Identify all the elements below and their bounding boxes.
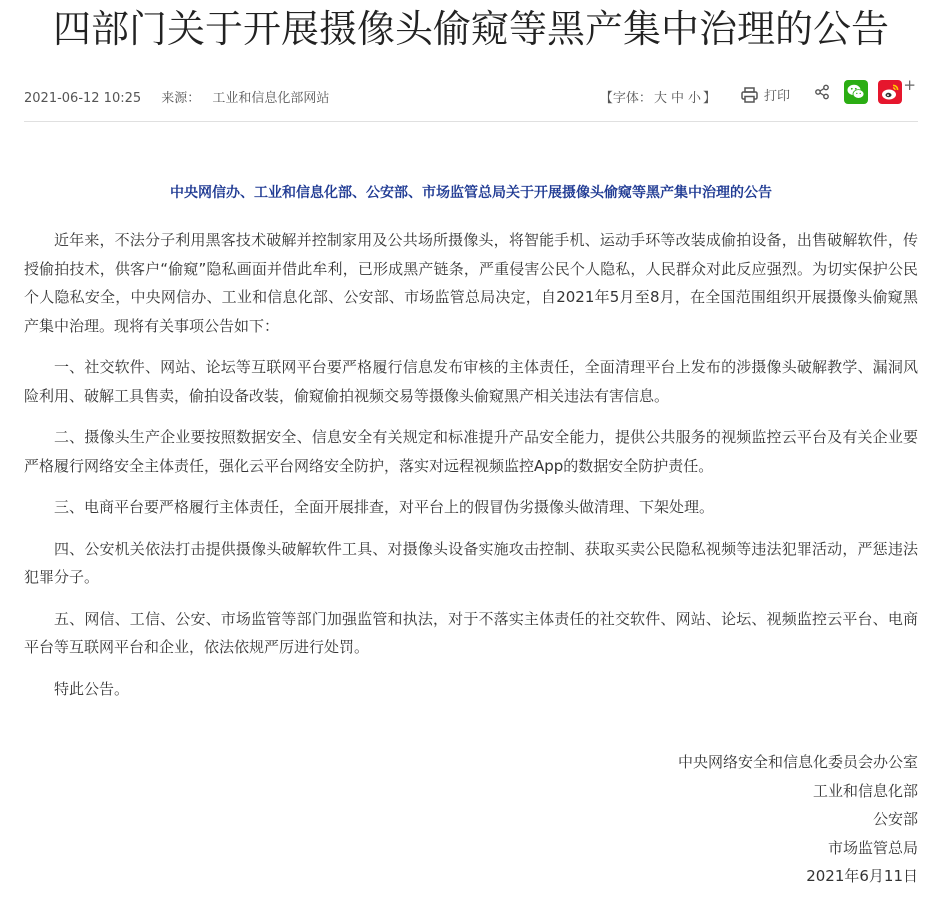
paragraph-closing: 特此公告。 xyxy=(54,679,130,698)
signature-org: 工业和信息化部 xyxy=(812,781,918,800)
print-label: 打印 xyxy=(763,89,790,104)
print-button[interactable] xyxy=(741,85,790,104)
publish-date: 2021-06-12 10:25 xyxy=(24,91,142,106)
font-size-large-button[interactable]: 大 xyxy=(653,91,667,106)
font-size-switcher xyxy=(600,87,716,106)
share-button[interactable] xyxy=(814,84,830,104)
paragraph-item-1: 一、社交软件、网站、论坛等互联网平台要严格履行信息发布审核的主体责任，全面清理平台上发布的涉摄像头破解教学、漏洞风险利用、破解工具售卖，偷拍设备改装，偷窥偷拍视频交易等摄像头偷窥黑产相关违法有害信息。 xyxy=(24,358,918,405)
more-share-plus[interactable]: + xyxy=(903,76,916,94)
paragraph-item-5: 五、网信、工信、公安、市场监管等部门加强监管和执法，对于不落实主体责任的社交软件、网站、论坛、视频监控云平台、电商平台等互联网平台和企业，依法依规严厉进行处罚。 xyxy=(24,609,918,656)
font-size-close: 】 xyxy=(702,91,716,106)
signature-org: 公安部 xyxy=(872,810,918,828)
article-body xyxy=(24,226,918,716)
font-size-open: 【字体： xyxy=(599,91,652,106)
signature-block xyxy=(678,748,918,891)
share-icon xyxy=(814,84,830,100)
article-meta-info xyxy=(24,87,345,106)
source-name: 工业和信息化部网站 xyxy=(212,91,330,106)
header-divider xyxy=(24,121,918,122)
announcement-subtitle: 中央网信办、工业和信息化部、公安部、市场监管总局关于开展摄像头偷窥等黑产集中治理的公告 xyxy=(170,185,772,201)
font-size-medium-button[interactable]: 中 xyxy=(670,91,684,106)
weibo-icon xyxy=(878,80,902,104)
paragraph-intro: 近年来，不法分子利用黑客技术破解并控制家用及公共场所摄像头，将智能手机、运动手环等改装成偷拍设备，出售破解软件，传授偷拍技术，供客户“偷窥”隐私画面并借此牟利，已形成黑产链条，严重侵害公民个人隐私，人民群众对此反应强烈。为切实保护公民个人隐私安全，中央网信办、工业和信息化部、公安部、市场监管总局决定，自2021年5月至8月，在全国范围组织开展摄像头偷窥黑产集中治理。现将有关事项公告如下： xyxy=(24,231,918,335)
article-meta-bar xyxy=(24,78,918,114)
paragraph-item-4: 四、公安机关依法打击提供摄像头破解软件工具、对摄像头设备实施攻击控制、获取买卖公民隐私视频等违法犯罪活动，严惩违法犯罪分子。 xyxy=(24,539,918,586)
signature-org: 市场监管总局 xyxy=(827,838,918,857)
paragraph-item-3: 三、电商平台要严格履行主体责任，全面开展排查，对平台上的假冒伪劣摄像头做清理、下架处理。 xyxy=(54,498,715,516)
page-title: 四部门关于开展摄像头偷窥等黑产集中治理的公告 xyxy=(52,7,889,51)
font-size-small-button[interactable]: 小 xyxy=(687,91,701,106)
paragraph-item-2: 二、摄像头生产企业要按照数据安全、信息安全有关规定和标准提升产品安全能力，提供公共服务的视频监控云平台及有关企业要严格履行网络安全主体责任，强化云平台网络安全防护，落实对远程视频监控App的数据安全防护责任。 xyxy=(24,428,918,475)
printer-icon xyxy=(741,87,758,103)
signature-date: 2021年6月11日 xyxy=(806,867,918,885)
wechat-share-button[interactable] xyxy=(844,80,868,104)
source-label: 来源： xyxy=(161,91,201,106)
weibo-share-button[interactable] xyxy=(878,80,902,104)
wechat-icon xyxy=(844,80,868,104)
signature-org: 中央网络安全和信息化委员会办公室 xyxy=(677,753,918,771)
